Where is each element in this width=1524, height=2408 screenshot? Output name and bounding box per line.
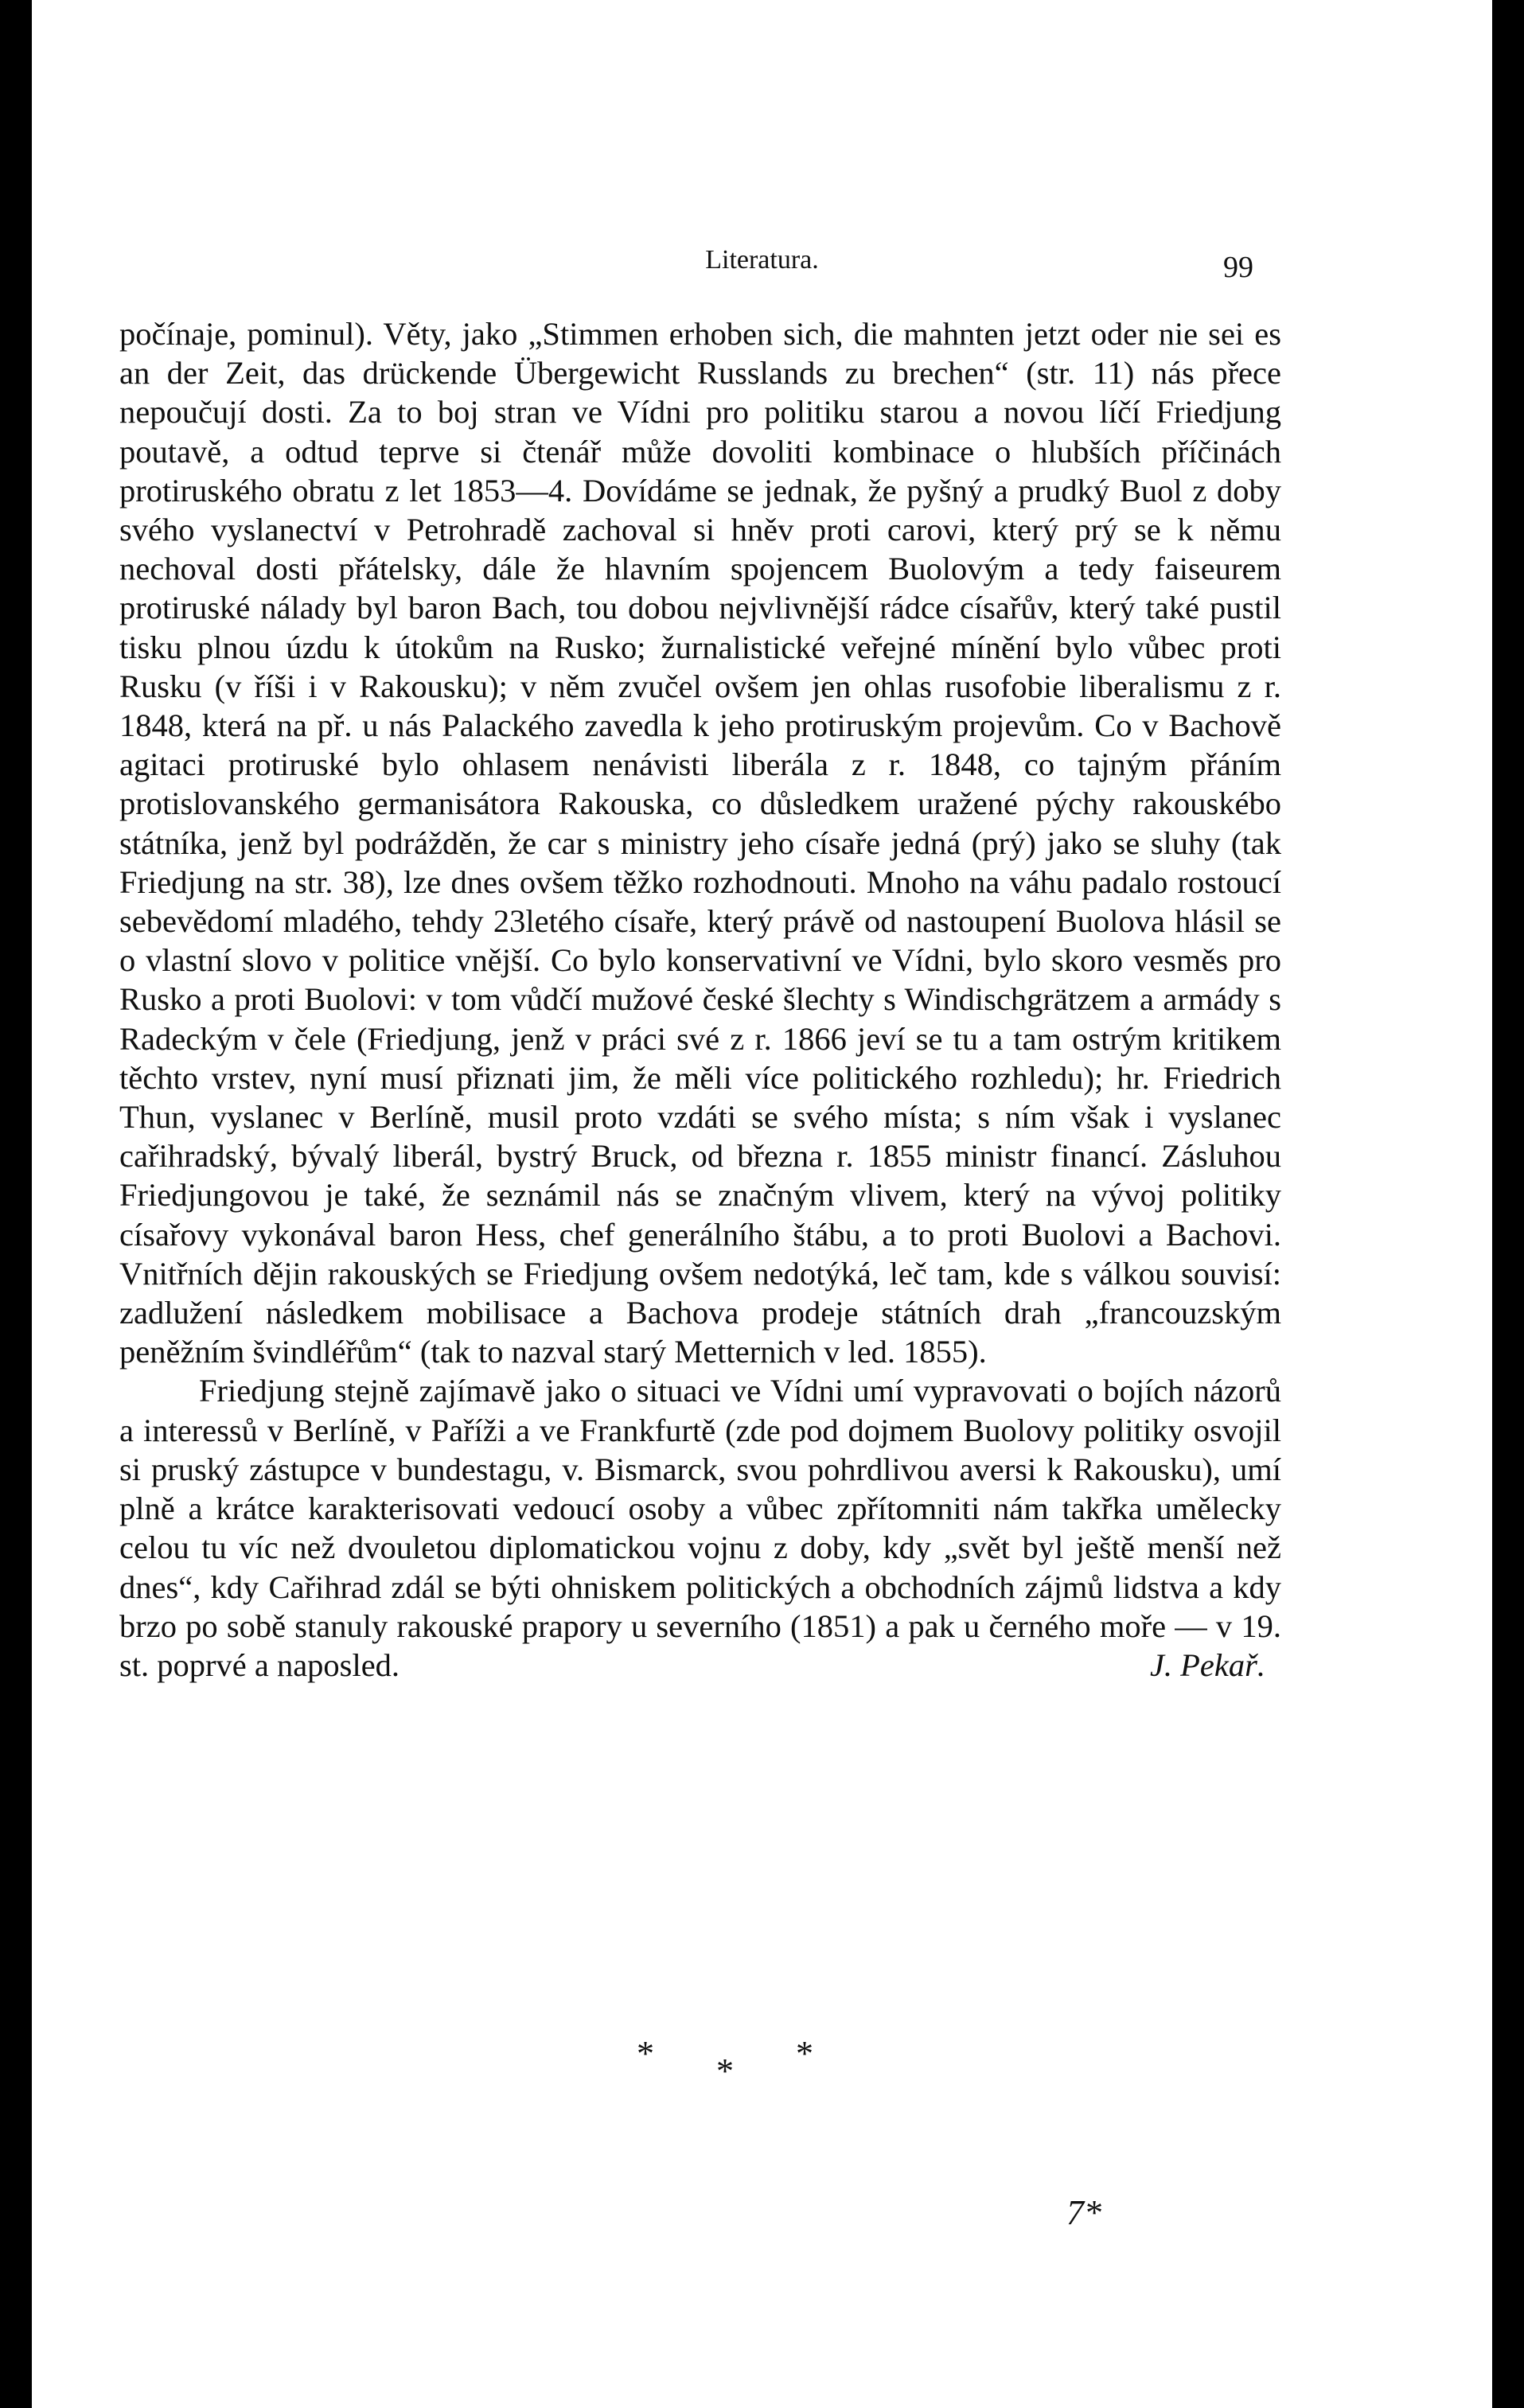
running-title: Literatura.	[705, 245, 819, 275]
separator-star: *	[637, 2034, 654, 2073]
paragraph: Friedjung stejně zajímavě jako o situaci ve Vídni umí vypravovati o bojích názorů a interessů v Berlíně, v Paříži a ve Frankfurtě (zde pod dojmem Buolovy politiky osvojil si pruský zástupce v bundestagu, v. Bismarck, svou pohrdlivou aversi k Rakousku), umí plně a krátce karakterisovati vedoucí osoby a vůbec zpřítomniti nám takřka umělecky celou tu víc než dvouletou diplomatickou vojnu z doby, kdy „svět byl ještě menší než dnes“, kdy Cařihrad zdál se býti ohniskem politických a obchodních zájmů lidstva a kdy brzo po sobě stanuly rakouské prapory u severního (1851) a pak u černého moře — v 19. st. poprvé a naposled.	[119, 1373, 1281, 1683]
section-separator	[32, 2033, 1492, 2097]
page-header	[32, 245, 1492, 285]
page-number: 99	[1223, 251, 1253, 284]
paragraph: počínaje, pominul). Věty, jako „Stimmen erhoben sich, die mahnten jetzt oder nie sei es an der Zeit, das drückende Übergewicht Russlands zu brechen“ (str. 11) nás přece nepoučují dosti. Za to boj stran ve Vídni pro politiku starou a novou líčí Friedjung poutavě, a odtud teprve si čtenář může dovoliti kombinace o hlubších příčinách protiruského obratu z let 1853—4. Dovídáme se jednak, že pyšný a prudký Buol z doby svého vyslanectví v Petrohradě zachoval si hněv proti carovi, který prý se k němu nechoval dosti přátelsky, dále že hlavním spojencem Buolovým a tedy faiseurem protiruské nálady byl baron Bach, tou dobou nejvlivnější rádce císařův, který také pustil tisku plnou úzdu k útokům na Rusko; žurnalistické veřejné mínění bylo vůbec proti Rusku (v říši i v Rakousku); v něm zvučel ovšem jen ohlas rusofobie liberalismu z r. 1848, která na př. u nás Palackého zavedla k jeho protiruským projevům. Co v Bachově agitaci protiruské bylo ohlasem nenávisti liberála z r. 1848, co tajným přáním protislovanského germanisátora Rakouska, co důsledkem uražené pýchy rakouskébo státníka, jenž byl podrážděn, že car s ministry jeho císaře jedná (prý) jako se sluhy (tak Friedjung na str. 38), lze dnes ovšem těžko rozhodnouti. Mnoho na váhu padalo rostoucí sebevědomí mladého, tehdy 23letého císaře, který právě od nastoupení Buolova hlásil se o vlastní slovo v politice vnější. Co bylo konservativní ve Vídni, bylo skoro vesměs pro Rusko a proti Buolovi: v tom vůdčí mužové české šlechty s Windischgrätzem a armády s Radeckým v čele (Friedjung, jenž v práci své z r. 1866 jeví se tu a tam ostrým kritikem těchto vrstev, nyní musí přiznati jim, že měli více politického rozhledu); hr. Friedrich Thun, vyslanec v Berlíně, musil proto vzdáti se svého místa; s ním však i vyslanec cařihradský, bývalý liberál, bystrý Bruck, od března r. 1855 ministr financí. Zásluhou Friedjungovou je také, že seznámil nás se značným vlivem, který na vývoj politiky císařovy vykonával baron Hess, chef generálního štábu, a to proti Buolovi a Bachovi. Vnitřních dějin rakouských se Friedjung ovšem nedotýká, leč tam, kde s válkou souvisí: zadlužení následkem mobilisace a Bachova prodeje státních drah „francouzským peněžním švindléřům“ (tak to nazval starý Metternich v led. 1855).	[119, 316, 1281, 1370]
author-signature: J. Pekař.	[1149, 1647, 1265, 1684]
sheet-signature-mark: 7*	[1066, 2193, 1101, 2232]
document-page	[32, 0, 1492, 2408]
separator-star: *	[796, 2034, 813, 2073]
separator-star: *	[716, 2051, 734, 2090]
article-body	[119, 314, 1281, 1685]
signature-line	[119, 1646, 1281, 1685]
